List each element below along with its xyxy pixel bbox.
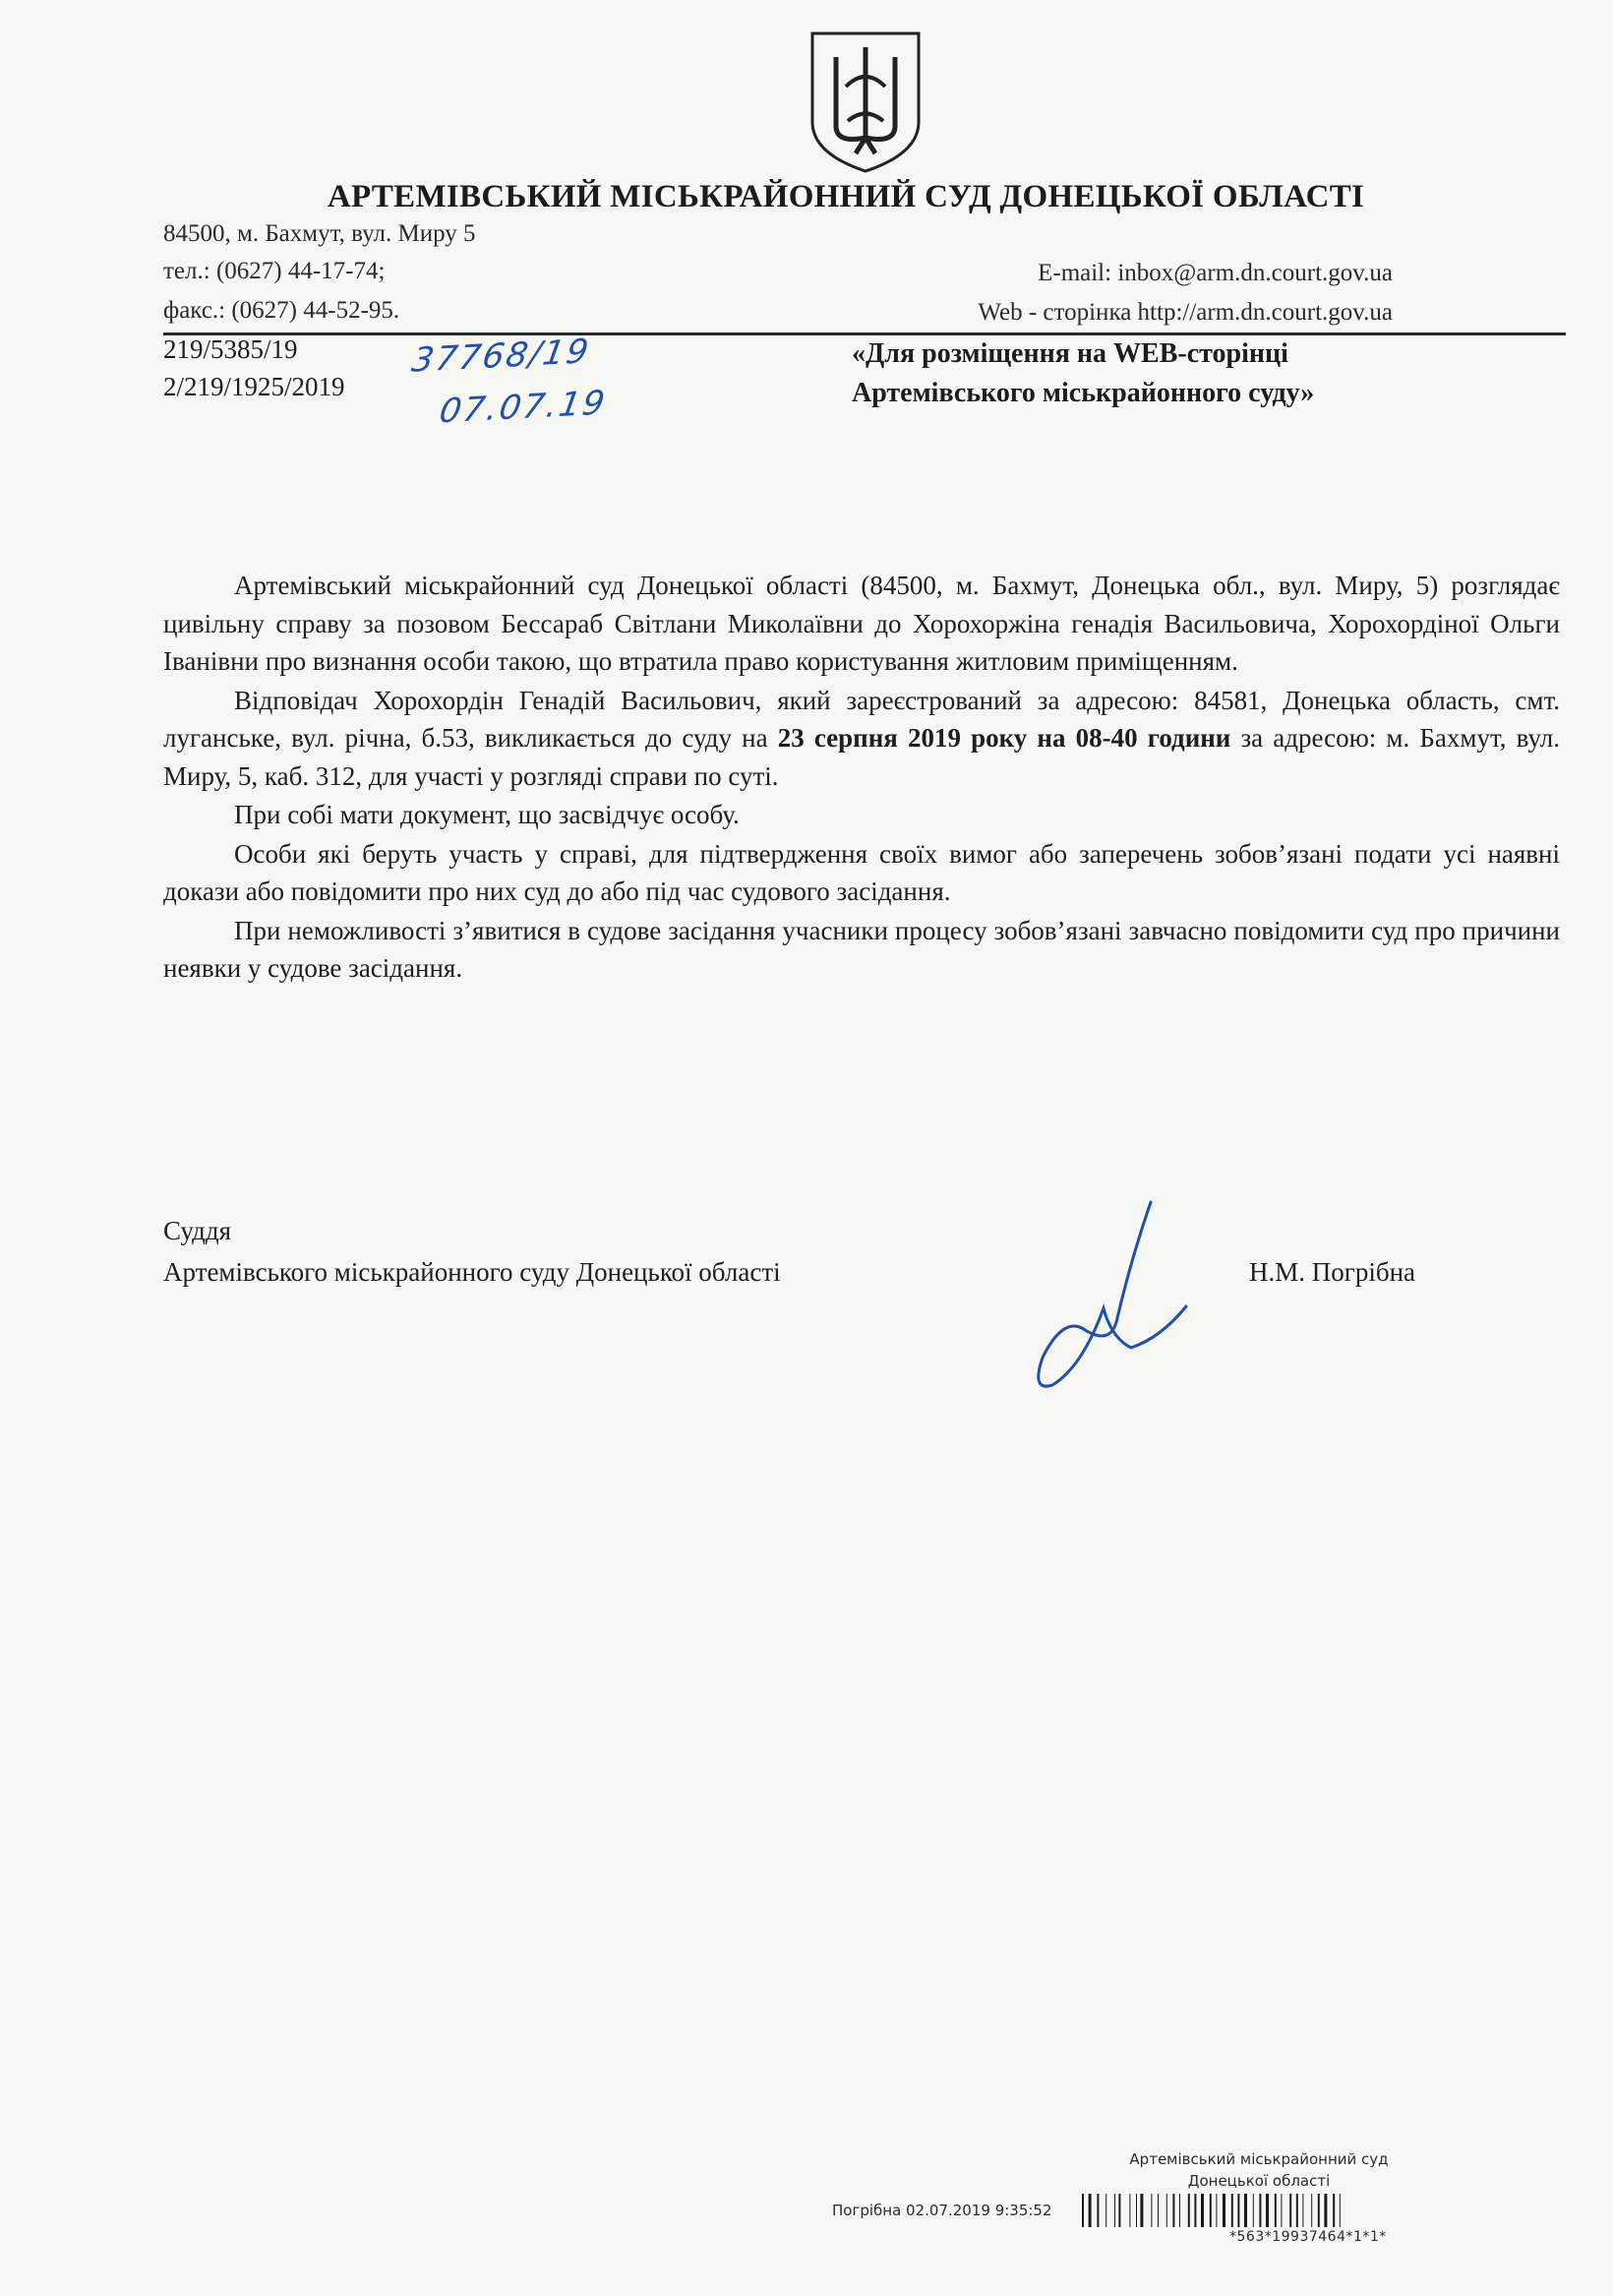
body-paragraph-2-start: Відповідач Хорохордін Генадій Васильович, який зареєстрований за адресою: 84581, Донецька область, смт. луганське, вул. річна, б.53, викликається до суду на [163, 685, 1560, 753]
handwritten-date: 07.07.19 [436, 383, 610, 432]
judge-title-line1: Суддя [163, 1216, 232, 1245]
handwritten-signature [1013, 1190, 1210, 1407]
stamp-timestamp: Погрібна 02.07.2019 9:35:52 [832, 2202, 1052, 2219]
court-name-heading: АРТЕМІВСЬКИЙ МІСЬКРАЙОННИЙ СУД ДОНЕЦЬКОЇ ОБЛАСТІ [327, 179, 1365, 214]
judge-title-line2: Артемівського міськрайонного суду Донецької області [163, 1257, 781, 1287]
court-address: 84500, м. Бахмут, вул. Миру 5 [163, 220, 476, 247]
coat-of-arms-icon [806, 28, 925, 175]
barcode-icon [1082, 2194, 1564, 2227]
judge-name: Н.М. Погрібна [1249, 1257, 1416, 1287]
body-paragraph-5: При неможливості з’явитися в судове засідання учасники процесу зобов’язані завчасно повідомити суд про причини неявки у судове засідання. [163, 915, 1560, 983]
body-paragraph-4: Особи які беруть участь у справі, для підтвердження своїх вимог або заперечень зобов’язані подати усі наявні докази або повідомити про них суд до або під час судового засідання. [163, 838, 1560, 906]
body-paragraph-3: При собі мати документ, що засвідчує особу. [234, 800, 740, 829]
court-fax: факс.: (0627) 44-52-95. [163, 297, 400, 324]
stamp-org-line2: Донецької області [1187, 2172, 1331, 2190]
body-paragraph-2-end: за адресою: м. Бахмут, вул. Миру, 5, каб. 312, для участі у розгляді справи по суті. [163, 723, 1560, 791]
placement-note-line1: «Для розміщення на WEB-сторінці [852, 338, 1288, 369]
case-number-1: 219/5385/19 [163, 334, 298, 364]
body-paragraph-1: Артемівський міськрайонний суд Донецької області (84500, м. Бахмут, Донецька обл., вул. Миру, 5) розглядає цивільну справу за позовом Бессараб Світлани Миколаївни до Хорохоржіна генадія Васильовича, Хорохордіної Ольги Іванівни про визнання особи такою, що втратила право користування житловим приміщенням. [163, 571, 1560, 676]
placement-note-line2: Артемівського міськрайонного суду» [852, 378, 1315, 408]
notice-body [163, 567, 1560, 989]
court-email: E-mail: inbox@arm.dn.court.gov.ua [1038, 260, 1393, 286]
case-number-2: 2/219/1925/2019 [163, 372, 345, 401]
hearing-date-time: 23 серпня 2019 року на 08-40 години [777, 723, 1231, 753]
court-website: Web - сторінка http://arm.dn.court.gov.ua [978, 299, 1393, 326]
stamp-org-line1: Артемівський міськрайонний суд [1129, 2150, 1389, 2168]
body-paragraph-2 [163, 682, 1560, 796]
header-divider [163, 332, 1566, 335]
barcode-number: *563*19937464*1*1* [1229, 2229, 1387, 2245]
handwritten-outgoing-number: 37768/19 [408, 332, 593, 381]
court-phone: тел.: (0627) 44-17-74; [163, 258, 386, 284]
